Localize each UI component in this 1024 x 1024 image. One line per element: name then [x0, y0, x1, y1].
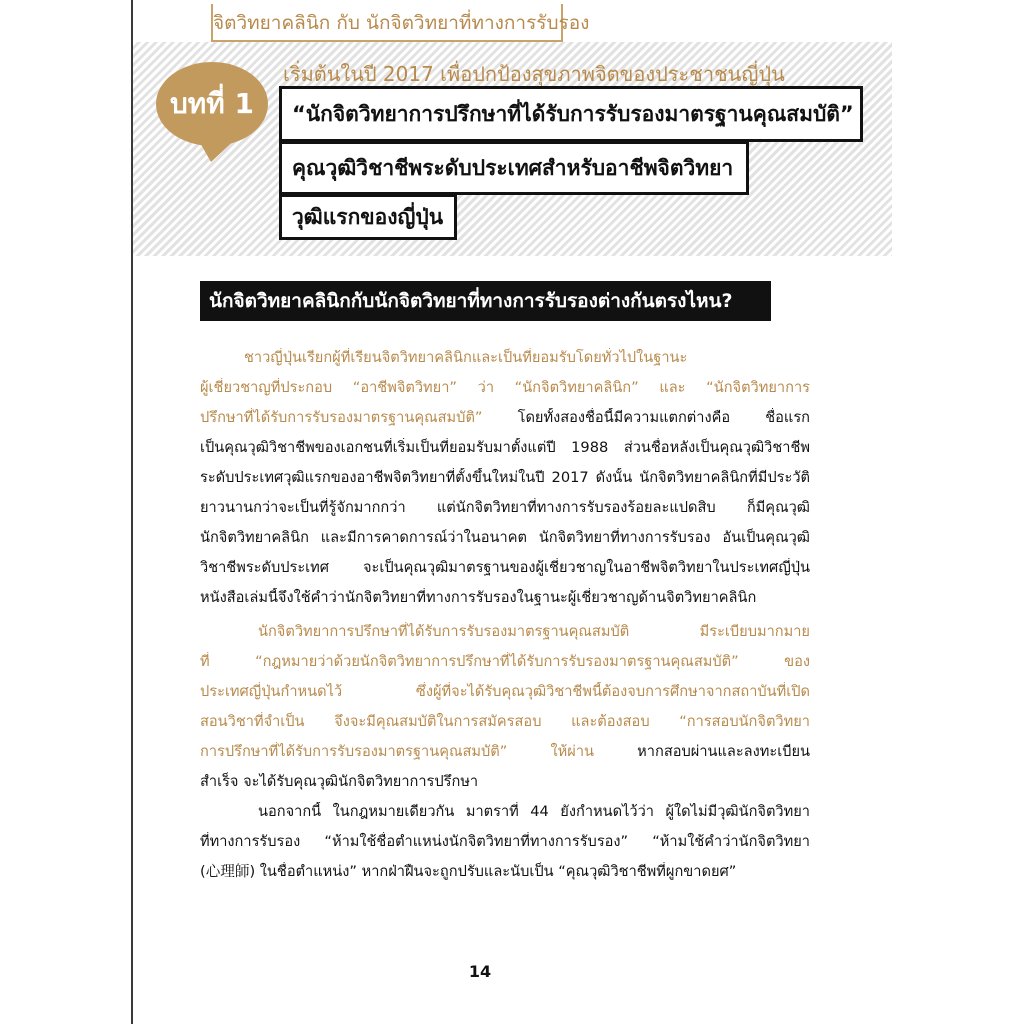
section-heading: นักจิตวิทยาคลินิกกับนักจิตวิทยาที่ทางการรับรองต่างกันตรงไหน? [200, 281, 771, 321]
body-line: สอนวิชาที่จำเป็น จึงจะมีคุณสมบัติในการสมัครสอบ และต้องสอบ “การสอบนักจิตวิทยา [200, 713, 810, 730]
chapter-title-line-3: วุฒิแรกของญี่ปุ่น [279, 194, 457, 240]
chapter-title-line-1: “นักจิตวิทยาการปรึกษาที่ได้รับการรับรองมาตรฐานคุณสมบัติ” [279, 86, 863, 142]
body-line: หนังสือเล่มนี้จึงใช้คำว่านักจิตวิทยาที่ทางการรับรองในฐานะผู้เชี่ยวชาญด้านจิตวิทยาคลินิก [200, 589, 757, 606]
body-line: ปรึกษาที่ได้รับการรับรองมาตรฐานคุณสมบัติ” โดยทั้งสองชื่อนี้มีความแตกต่างคือ ชื่อแรก [200, 409, 810, 426]
body-line: วิชาชีพระดับประเทศ จะเป็นคุณวุฒิมาตรฐานของผู้เชี่ยวชาญในอาชีพจิตวิทยาในประเทศญี่ปุ่น [200, 559, 810, 576]
chapter-title-line-2: คุณวุฒิวิชาชีพระดับประเทศสำหรับอาชีพจิตวิทยา [279, 141, 749, 195]
body-line: ยาวนานกว่าจะเป็นที่รู้จักมากกว่า แต่นักจิตวิทยาที่ทางการรับรองร้อยละแปดสิบ ก็มีคุณวุฒิ [200, 499, 810, 516]
body-line: นอกจากนี้ ในกฎหมายเดียวกัน มาตราที่ 44 ยังกำหนดไว้ว่า ผู้ใดไม่มีวุฒินักจิตวิทยา [258, 803, 810, 820]
chapter-label: บทที่ 1 [170, 87, 254, 120]
page-number: 14 [468, 962, 492, 981]
body-line: ที่ทางการรับรอง “ห้ามใช้ชื่อตำแหน่งนักจิตวิทยาที่ทางการรับรอง” “ห้ามใช้คำว่านักจิตวิทยา [200, 833, 810, 850]
body-line: (心理師) ในชื่อตำแหน่ง” หากฝ่าฝืนจะถูกปรับและนับเป็น “คุณวุฒิวิชาชีพที่ผูกขาดยศ” [200, 863, 737, 880]
body-line: นักจิตวิทยาการปรึกษาที่ได้รับการรับรองมาตรฐานคุณสมบัติ มีระเบียบมากมาย [258, 623, 810, 640]
body-line: ชาวญี่ปุ่นเรียกผู้ที่เรียนจิตวิทยาคลินิกและเป็นที่ยอมรับโดยทั่วไปในฐานะ [244, 349, 688, 366]
body-line: การปรึกษาที่ได้รับการรับรองมาตรฐานคุณสมบัติ” ให้ผ่าน หากสอบผ่านและลงทะเบียน [200, 743, 810, 760]
body-line: เป็นคุณวุฒิวิชาชีพของเอกชนที่เริ่มเป็นที่ยอมรับมาตั้งแต่ปี 1988 ส่วนชื่อหลังเป็นคุณวุฒิวิชาชีพ [200, 439, 810, 456]
body-line: ผู้เชี่ยวชาญที่ประกอบ “อาชีพจิตวิทยา” ว่า “นักจิตวิทยาคลินิก” และ “นักจิตวิทยาการ [200, 379, 810, 396]
body-line: นักจิตวิทยาคลินิก และมีการคาดการณ์ว่าในอนาคต นักจิตวิทยาที่ทางการรับรอง อันเป็นคุณวุฒิ [200, 529, 810, 546]
body-line: ระดับประเทศวุฒิแรกของอาชีพจิตวิทยาที่ตั้งขึ้นใหม่ในปี 2017 ดังนั้น นักจิตวิทยาคลินิกที่มีประวัติ [200, 469, 810, 486]
running-header: จิตวิทยาคลินิก กับ นักจิตวิทยาที่ทางการรับรอง [211, 4, 563, 42]
chapter-subtitle: เริ่มต้นในปี 2017 เพื่อปกป้องสุขภาพจิตของประชาชนญี่ปุ่น [283, 62, 785, 86]
body-line: ที่ “กฎหมายว่าด้วยนักจิตวิทยาการปรึกษาที่ได้รับการรับรองมาตรฐานคุณสมบัติ” ของ [200, 653, 810, 670]
body-line: สำเร็จ จะได้รับคุณวุฒินักจิตวิทยาการปรึกษา [200, 773, 479, 790]
body-line: ประเทศญี่ปุ่นกำหนดไว้ ซึ่งผู้ที่จะได้รับคุณวุฒิวิชาชีพนี้ต้องจบการศึกษาจากสถาบันที่เปิด [200, 683, 810, 700]
